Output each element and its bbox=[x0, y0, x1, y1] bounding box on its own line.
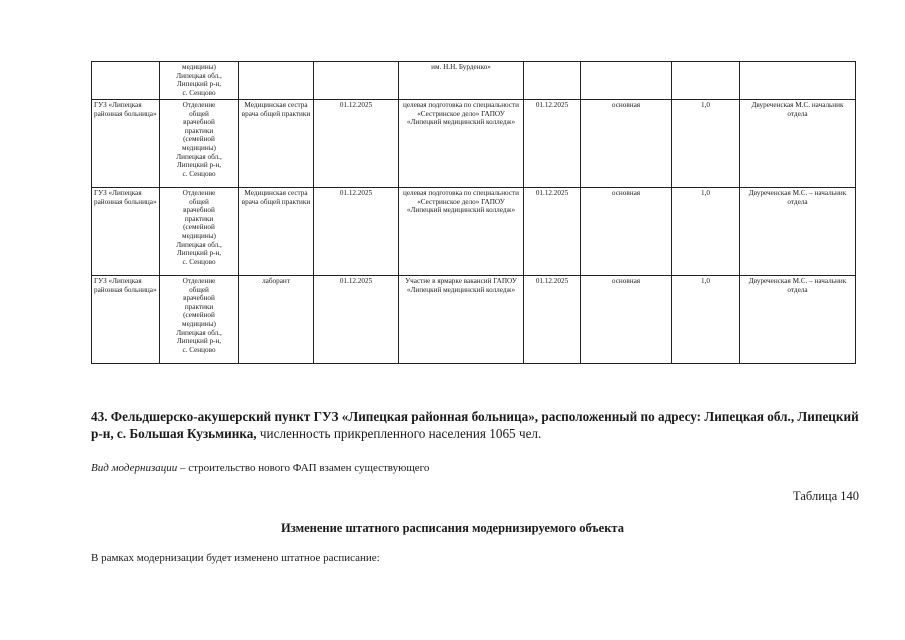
cell-unit bbox=[160, 276, 239, 364]
unit-line: Липецкий р-н, bbox=[176, 161, 222, 170]
unit-line: врачебной bbox=[183, 294, 215, 303]
section-heading bbox=[91, 408, 861, 442]
table-row bbox=[92, 188, 856, 276]
unit-line: с. Сенцово bbox=[182, 88, 216, 97]
cell-training: целевая подготовка по специальности «Сестринское дело» ГАПОУ «Липецкий медицинский колледж» bbox=[399, 188, 524, 276]
cell-training: целевая подготовка по специальности «Сестринское дело» ГАПОУ «Липецкий медицинский колледж» bbox=[399, 100, 524, 188]
unit-line: Отделение bbox=[182, 189, 216, 197]
cell-unit bbox=[160, 100, 239, 188]
unit-line: врачебной bbox=[183, 206, 215, 215]
staff-table bbox=[91, 61, 856, 364]
table-row-partial bbox=[92, 62, 856, 100]
cell-date2: 01.12.2025 bbox=[524, 100, 581, 188]
cell-type: основная bbox=[581, 188, 672, 276]
unit-line: Липецкий р-н, bbox=[176, 80, 222, 89]
unit-line: с. Сенцово bbox=[182, 169, 216, 178]
unit-line: практики bbox=[184, 214, 214, 223]
section-heading-bold: 43. Фельдшерско-акушерский пункт ГУЗ «Липецкая районная больница», расположенный по адресу: Липецкая обл., Липецкий р-н, с. Большая Кузьминка, bbox=[91, 409, 859, 441]
unit-line: медицины) bbox=[182, 231, 216, 240]
table-number: Таблица 140 bbox=[793, 489, 859, 503]
unit-line: врачебной bbox=[183, 118, 215, 127]
table-row bbox=[92, 100, 856, 188]
unit-line: медицины) bbox=[182, 143, 216, 152]
cell-type: основная bbox=[581, 276, 672, 364]
cell-responsible: Двуреченская М.С. начальник отдела bbox=[740, 100, 856, 188]
cell-responsible: Двуреченская М.С. – начальник отдела bbox=[740, 276, 856, 364]
cell-type bbox=[581, 62, 672, 100]
cell-type: основная bbox=[581, 100, 672, 188]
unit-line: медицины) bbox=[182, 319, 216, 328]
cell-training: им. Н.Н. Бурденко» bbox=[399, 62, 524, 100]
cell-date1 bbox=[314, 62, 399, 100]
unit-line: медицины) bbox=[182, 63, 216, 71]
table-subtitle: Изменение штатного расписания модернизируемого объекта bbox=[281, 521, 624, 535]
cell-position: лаборант bbox=[239, 276, 314, 364]
cell-position: Медицинская сестра врача общей практики bbox=[239, 188, 314, 276]
unit-line: (семейной bbox=[183, 311, 215, 320]
cell-training: Участие в ярмарке вакансий ГАПОУ «Липецкий медицинский колледж» bbox=[399, 276, 524, 364]
table-row bbox=[92, 276, 856, 364]
unit-line: Липецкая обл., bbox=[176, 71, 222, 80]
modernization-type bbox=[91, 462, 429, 474]
cell-position: Медицинская сестра врача общей практики bbox=[239, 100, 314, 188]
unit-line: общей bbox=[189, 109, 209, 118]
cell-date2: 01.12.2025 bbox=[524, 276, 581, 364]
cell-org: ГУЗ «Липецкая районная больница» bbox=[92, 100, 160, 188]
cell-position bbox=[239, 62, 314, 100]
cell-date1: 01.12.2025 bbox=[314, 188, 399, 276]
modernization-label: Вид модернизации bbox=[91, 462, 178, 474]
unit-line: Липецкая обл., bbox=[176, 152, 222, 161]
cell-org: ГУЗ «Липецкая районная больница» bbox=[92, 276, 160, 364]
cell-responsible bbox=[740, 62, 856, 100]
unit-line: общей bbox=[189, 197, 209, 206]
cell-rate: 1,0 bbox=[672, 276, 740, 364]
unit-line: Отделение bbox=[182, 101, 216, 109]
unit-line: Липецкая обл., bbox=[176, 328, 222, 337]
unit-line: Липецкая обл., bbox=[176, 240, 222, 249]
cell-unit bbox=[160, 188, 239, 276]
section-heading-population: численность прикрепленного населения 1065 чел. bbox=[256, 426, 542, 441]
cell-org bbox=[92, 62, 160, 100]
staffing-note: В рамках модернизации будет изменено штатное расписание: bbox=[91, 552, 380, 564]
cell-rate: 1,0 bbox=[672, 188, 740, 276]
unit-line: с. Сенцово bbox=[182, 257, 216, 266]
cell-unit bbox=[160, 62, 239, 100]
unit-line: практики bbox=[184, 302, 214, 311]
unit-line: (семейной bbox=[183, 135, 215, 144]
cell-date1: 01.12.2025 bbox=[314, 276, 399, 364]
unit-line: Липецкий р-н, bbox=[176, 249, 222, 258]
cell-date2: 01.12.2025 bbox=[524, 188, 581, 276]
modernization-text: – строительство нового ФАП взамен существующего bbox=[177, 462, 430, 474]
unit-line: общей bbox=[189, 285, 209, 294]
unit-line: Липецкий р-н, bbox=[176, 337, 222, 346]
unit-line: с. Сенцово bbox=[182, 345, 216, 354]
cell-date1: 01.12.2025 bbox=[314, 100, 399, 188]
cell-org: ГУЗ «Липецкая районная больница» bbox=[92, 188, 160, 276]
unit-line: (семейной bbox=[183, 223, 215, 232]
cell-rate: 1,0 bbox=[672, 100, 740, 188]
unit-line: Отделение bbox=[182, 277, 216, 285]
cell-responsible: Двуреченская М.С. – начальник отдела bbox=[740, 188, 856, 276]
unit-line: практики bbox=[184, 126, 214, 135]
cell-rate bbox=[672, 62, 740, 100]
cell-date2 bbox=[524, 62, 581, 100]
